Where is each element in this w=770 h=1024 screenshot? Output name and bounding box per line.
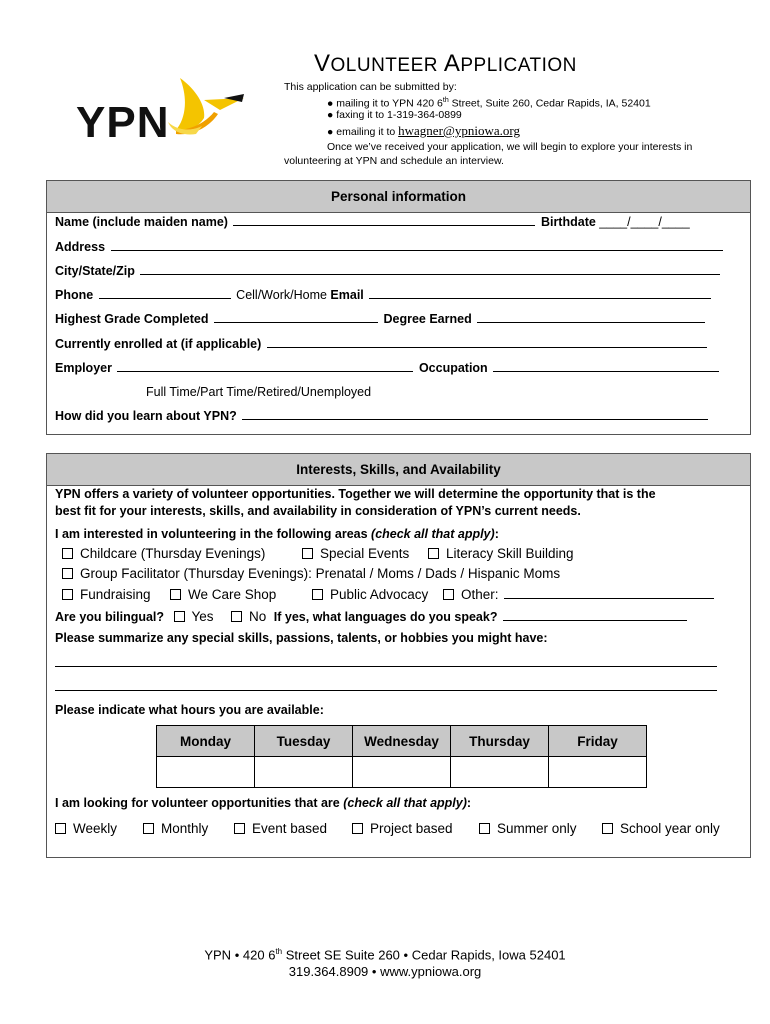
address-label: Address	[55, 240, 106, 254]
phone-label: Phone	[55, 288, 94, 302]
grade-row	[55, 312, 707, 326]
looking-colon: :	[466, 796, 472, 810]
checkbox-we-care-shop[interactable]	[170, 589, 181, 600]
checkbox-childcare[interactable]	[62, 548, 73, 559]
public-advocacy-label: Public Advocacy	[330, 587, 429, 602]
languages-label: If yes, what languages do you speak?	[273, 610, 498, 624]
availability-header-row	[157, 726, 647, 757]
birthdate-field[interactable]: ____/____/____	[599, 215, 690, 229]
enrolled-row	[55, 337, 709, 351]
hours-cell-friday[interactable]	[549, 757, 647, 788]
checkbox-event-based[interactable]	[234, 823, 245, 834]
employer-label: Employer	[55, 361, 112, 375]
checkbox-monthly[interactable]	[143, 823, 154, 834]
area-option-row-1	[62, 546, 265, 561]
freq-monthly	[143, 821, 208, 836]
checkbox-summer-only[interactable]	[479, 823, 490, 834]
literacy-label: Literacy Skill Building	[446, 546, 574, 561]
grade-field[interactable]	[214, 312, 378, 323]
checkbox-bilingual-yes[interactable]	[174, 611, 185, 622]
childcare-label: Childcare (Thursday Evenings)	[80, 546, 266, 561]
interests-intro-2: best fit for your interests, skills, and availability in consideration of YPN’s current needs.	[55, 504, 581, 518]
footer-street-rest: Street SE Suite 260	[282, 947, 400, 963]
footer-street-sup: th	[275, 947, 283, 956]
checkbox-other[interactable]	[443, 589, 454, 600]
checkbox-project-based[interactable]	[352, 823, 363, 834]
address-row	[55, 240, 725, 254]
bullet-icon: ●	[327, 109, 334, 121]
city-label: City/State/Zip	[55, 264, 135, 278]
freq-weekly	[55, 821, 117, 836]
employer-row	[55, 361, 721, 375]
area-option-fundraising	[62, 587, 151, 602]
bullet-fax-text: faxing it to 1-319-364-0899	[336, 109, 462, 121]
group-facilitator-label: Group Facilitator (Thursday Evenings): Prenatal / Moms / Dads / Hispanic Moms	[80, 566, 561, 581]
city-row	[55, 264, 722, 278]
weekly-label: Weekly	[73, 821, 118, 836]
employer-field[interactable]	[117, 361, 413, 372]
checkbox-public-advocacy[interactable]	[312, 589, 323, 600]
footer-bullet-icon: •	[403, 947, 409, 963]
freq-event	[234, 821, 327, 836]
footer-bullet-icon: •	[234, 947, 240, 963]
day-header-thursday: Thursday	[451, 726, 549, 757]
looking-label: I am looking for volunteer opportunities that are	[55, 796, 344, 810]
bilingual-no-label: No	[249, 609, 267, 624]
checkbox-literacy[interactable]	[428, 548, 439, 559]
bullet-email-text: emailing it to	[336, 126, 399, 138]
bullet-mail-text: mailing it to YPN 420 6	[336, 97, 443, 110]
interests-intro-1: YPN offers a variety of volunteer opportunities. Together we will determine the opportunity that is the	[55, 487, 656, 501]
learn-row	[55, 409, 710, 423]
logo-text: YPN	[76, 98, 170, 147]
footer-bullet-icon: •	[371, 964, 377, 979]
hours-cell-monday[interactable]	[157, 757, 255, 788]
event-based-label: Event based	[252, 821, 328, 836]
area-option-group	[62, 566, 560, 581]
day-header-friday: Friday	[549, 726, 647, 757]
skills-line-1[interactable]	[55, 666, 717, 667]
areas-row	[55, 527, 499, 541]
title-application: PPLICATION	[460, 55, 577, 76]
email-field[interactable]	[369, 288, 711, 299]
area-option-other	[443, 587, 716, 602]
bilingual-label: Are you bilingual?	[55, 610, 165, 624]
bullet-icon: ●	[327, 126, 334, 138]
name-row	[55, 215, 690, 229]
areas-label: I am interested in volunteering in the following areas	[55, 527, 372, 541]
other-label: Other:	[461, 587, 499, 602]
interests-heading: Interests, Skills, and Availability	[47, 454, 750, 486]
grade-label: Highest Grade Completed	[55, 312, 209, 326]
occupation-label: Occupation	[418, 361, 488, 375]
cell-label: Cell/Work/Home	[236, 288, 327, 302]
monthly-label: Monthly	[161, 821, 209, 836]
checkbox-fundraising[interactable]	[62, 589, 73, 600]
area-option-we-care	[170, 587, 276, 602]
footer-website[interactable]: www.ypniowa.org	[380, 964, 482, 979]
day-header-monday: Monday	[157, 726, 255, 757]
special-events-label: Special Events	[320, 546, 410, 561]
title-letter-a: A	[443, 50, 461, 77]
area-option-special	[302, 546, 409, 561]
note-line-1: Once we’ve received your application, we will begin to explore your interests in	[327, 141, 693, 153]
summer-only-label: Summer only	[497, 821, 577, 836]
hours-cell-tuesday[interactable]	[255, 757, 353, 788]
availability-input-row	[157, 757, 647, 788]
bullet-email	[327, 124, 520, 139]
degree-field[interactable]	[477, 312, 705, 323]
bullet-fax	[327, 108, 462, 122]
fundraising-label: Fundraising	[80, 587, 151, 602]
hours-cell-wednesday[interactable]	[353, 757, 451, 788]
areas-colon: :	[494, 527, 499, 541]
we-care-shop-label: We Care Shop	[188, 587, 277, 602]
enrolled-field[interactable]	[267, 337, 707, 348]
bullet-icon: ●	[327, 97, 334, 110]
bullet-mail-rest: Street, Suite 260, Cedar Rapids, IA, 52401	[448, 97, 651, 110]
footer-contact	[0, 964, 770, 979]
page-title	[314, 50, 577, 78]
footer-phone: 319.364.8909	[288, 964, 369, 979]
learn-label: How did you learn about YPN?	[55, 409, 237, 423]
degree-label: Degree Earned	[383, 312, 472, 326]
looking-hint: (check all that apply)	[343, 796, 467, 810]
email-label: Email	[330, 288, 364, 302]
project-based-label: Project based	[370, 821, 453, 836]
name-field[interactable]	[233, 215, 535, 226]
checkbox-group-facilitator[interactable]	[62, 568, 73, 579]
school-year-only-label: School year only	[620, 821, 720, 836]
bullet-mail-sup: th	[442, 97, 449, 104]
looking-row	[55, 796, 471, 810]
enrolled-label: Currently enrolled at (if applicable)	[55, 337, 262, 351]
employment-options: Full Time/Part Time/Retired/Unemployed	[146, 385, 372, 399]
freq-summer	[479, 821, 577, 836]
freq-project	[352, 821, 453, 836]
footer-street: 420 6	[242, 947, 276, 963]
checkbox-special-events[interactable]	[302, 548, 313, 559]
area-option-advocacy	[312, 587, 428, 602]
email-link[interactable]: hwagner@ypniowa.org	[398, 123, 520, 138]
checkbox-weekly[interactable]	[55, 823, 66, 834]
hours-label: Please indicate what hours you are available:	[55, 703, 324, 717]
areas-hint: (check all that apply)	[371, 527, 495, 541]
other-field[interactable]	[504, 588, 714, 599]
bilingual-row	[55, 609, 689, 624]
area-option-literacy	[428, 546, 574, 561]
footer-org: YPN	[204, 947, 232, 963]
ypn-logo	[72, 70, 252, 150]
learn-field[interactable]	[242, 409, 708, 420]
day-header-wednesday: Wednesday	[353, 726, 451, 757]
address-field[interactable]	[111, 240, 723, 251]
day-header-tuesday: Tuesday	[255, 726, 353, 757]
name-label: Name (include maiden name)	[55, 215, 228, 229]
personal-info-heading: Personal information	[47, 181, 750, 213]
bilingual-yes-label: Yes	[191, 609, 214, 624]
phone-row	[55, 288, 713, 302]
freq-school	[602, 821, 720, 836]
hours-cell-thursday[interactable]	[451, 757, 549, 788]
birthdate-label: Birthdate	[540, 215, 596, 229]
note-line-2: volunteering at YPN and schedule an interview.	[284, 155, 504, 167]
footer-city: Cedar Rapids, Iowa 52401	[411, 947, 566, 963]
submission-intro: This application can be submitted by:	[284, 81, 457, 93]
title-letter-v: V	[314, 50, 331, 77]
availability-table	[156, 725, 647, 788]
city-field[interactable]	[140, 264, 720, 275]
languages-field[interactable]	[503, 610, 687, 621]
footer-address	[0, 947, 770, 962]
checkbox-bilingual-no[interactable]	[231, 611, 242, 622]
occupation-field[interactable]	[493, 361, 719, 372]
phone-field[interactable]	[99, 288, 231, 299]
skills-label: Please summarize any special skills, passions, talents, or hobbies you might have:	[55, 631, 548, 645]
title-volunteer: OLUNTEER	[330, 55, 438, 76]
checkbox-school-year-only[interactable]	[602, 823, 613, 834]
skills-line-2[interactable]	[55, 690, 717, 691]
